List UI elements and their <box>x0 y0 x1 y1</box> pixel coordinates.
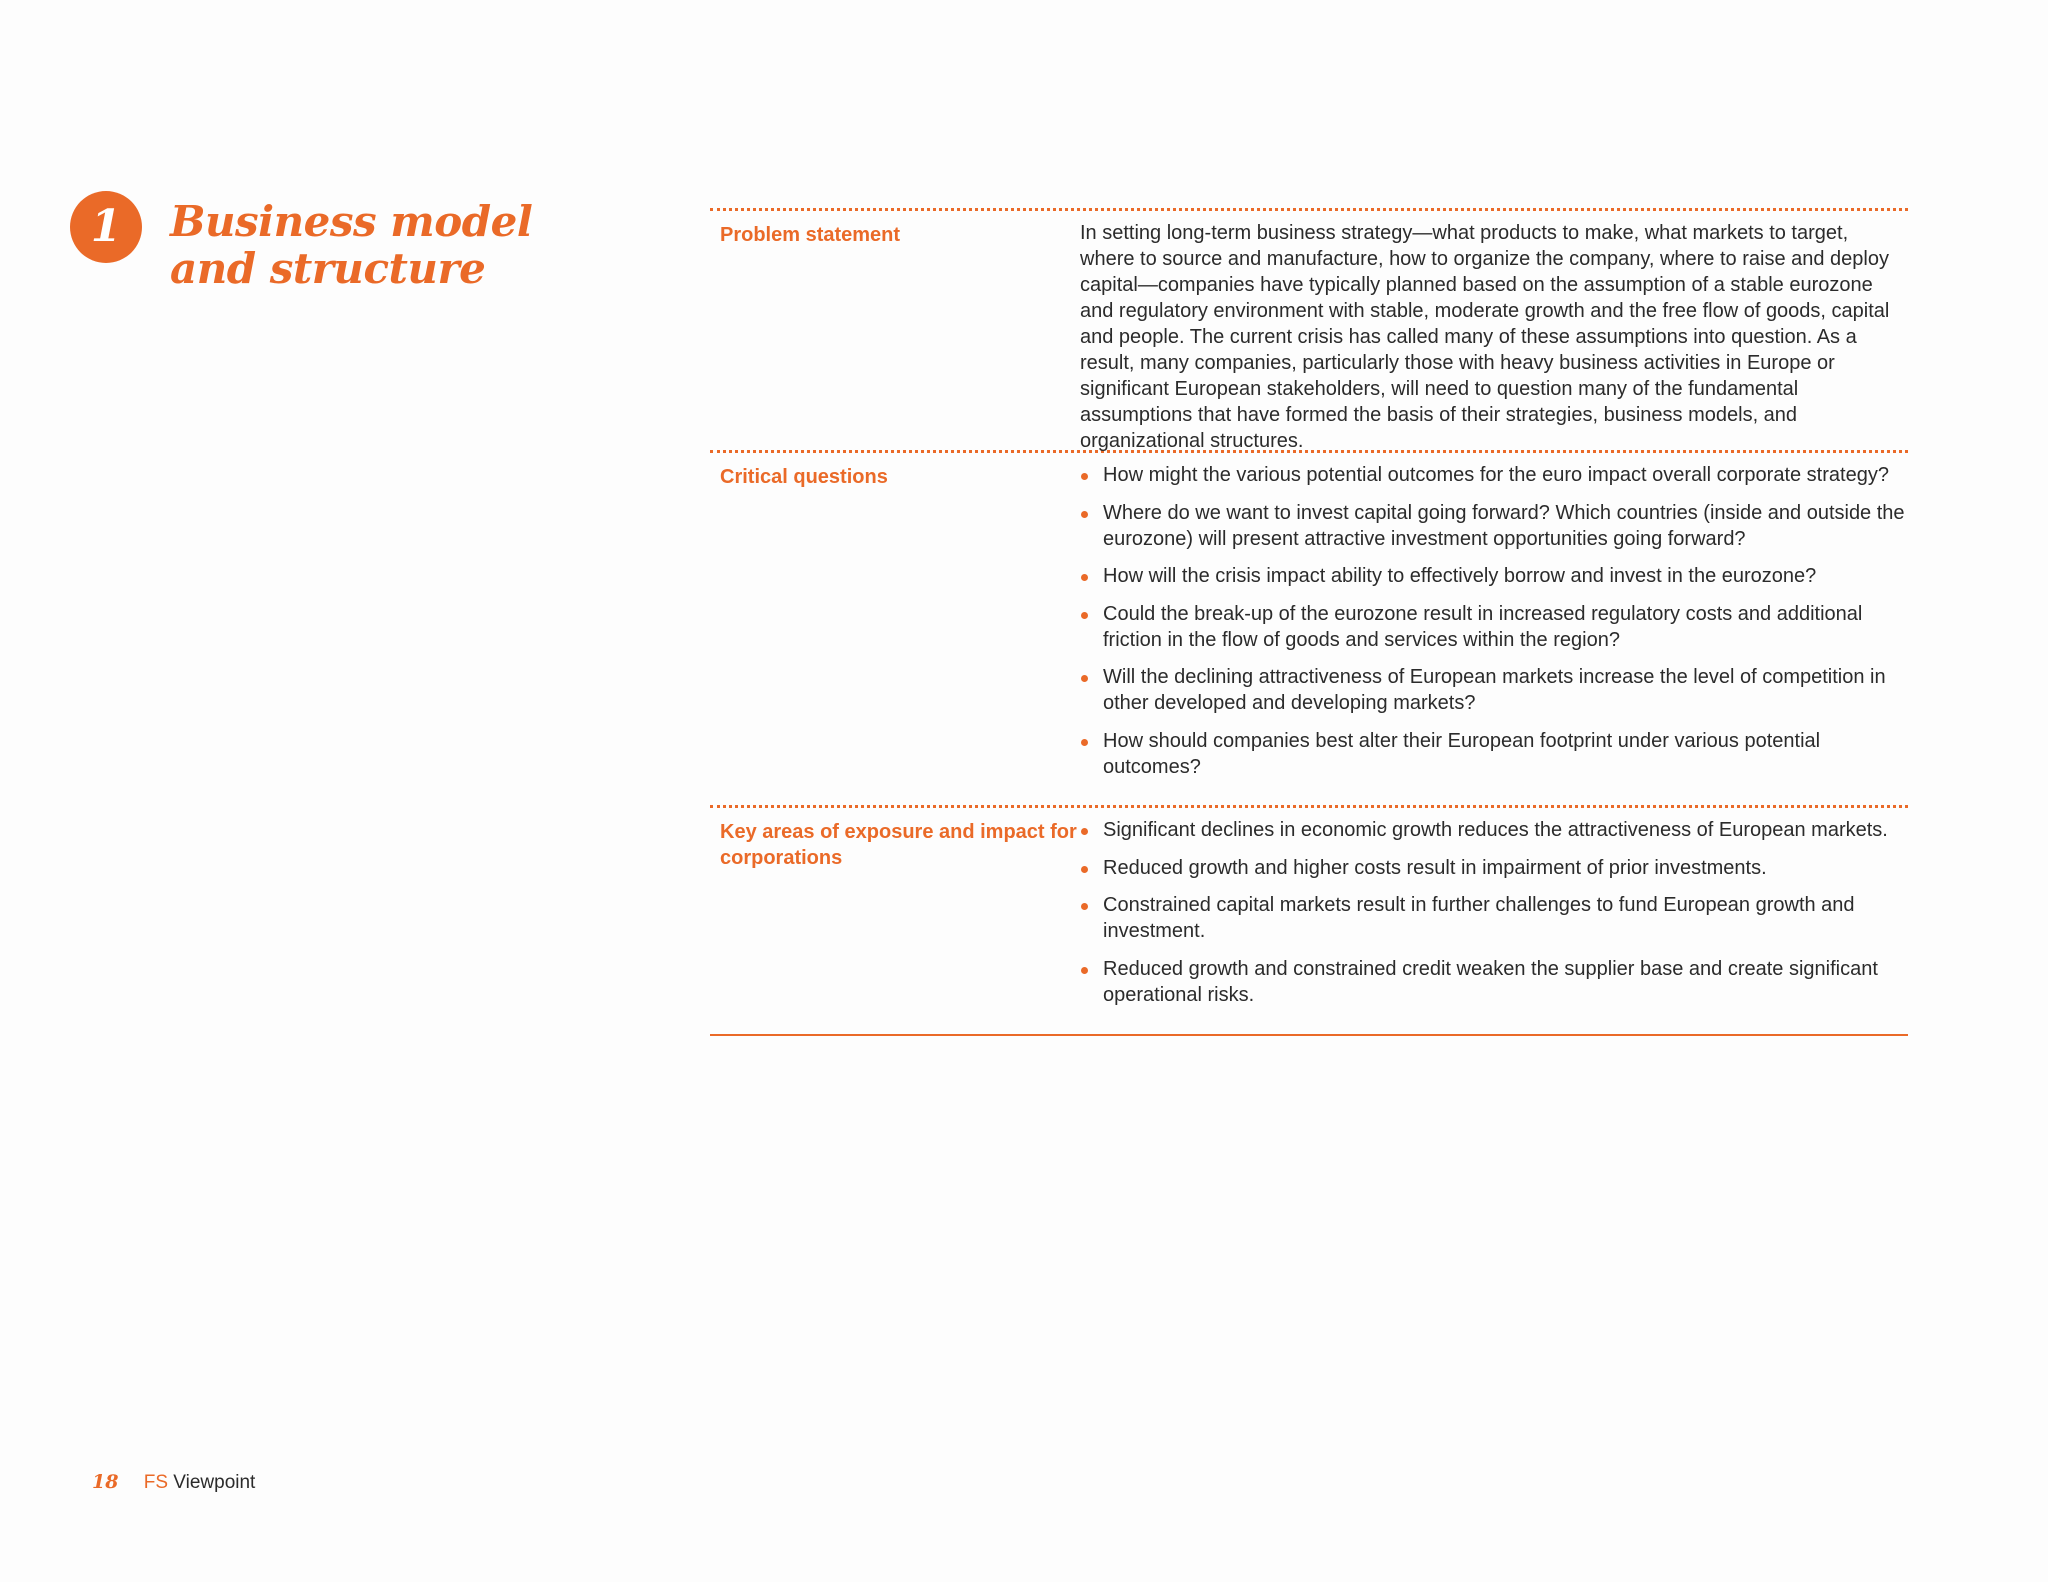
list-item <box>1080 956 1908 1008</box>
critical-questions-list <box>1080 453 1908 805</box>
bullet-dot-icon <box>1081 739 1088 746</box>
key-areas-list <box>1080 808 1908 1034</box>
critical-questions-row <box>710 450 1908 805</box>
row-label: Key areas of exposure and impact for corporations <box>720 821 1077 869</box>
publication-prefix: FS <box>143 1472 169 1493</box>
publication-name: Viewpoint <box>173 1472 256 1493</box>
bullet-dot-icon <box>1081 967 1088 974</box>
list-item-text: How might the various potential outcomes for the euro impact overall corporate strategy? <box>1103 464 1889 486</box>
row-label: Problem statement <box>720 224 901 246</box>
section-title-line-1: Business model <box>170 197 533 246</box>
bullet-dot-icon <box>1081 612 1088 619</box>
list-item <box>1080 601 1908 653</box>
list-item-text: How will the crisis impact ability to effectively borrow and invest in the eurozone? <box>1103 565 1817 587</box>
content-table <box>710 208 1908 1036</box>
list-item-text: Could the break-up of the eurozone result in increased regulatory costs and additional friction in the flow of goods and services within the region? <box>1103 602 1863 651</box>
bullet-dot-icon <box>1081 828 1088 835</box>
page-footer <box>92 1470 255 1495</box>
list-item-text: Will the declining attractiveness of European markets increase the level of competition in other developed and developing markets? <box>1103 666 1886 714</box>
list-item <box>1080 892 1908 944</box>
list-item-text: Significant declines in economic growth reduces the attractiveness of European markets. <box>1103 819 1888 841</box>
paragraph: In setting long-term business strategy—what products to make, what markets to target, where to source and manufacture, how to organize the company, where to raise and deploy capital—companies have typically planned based on the assumption of a stable eurozone and regulatory environment with stable, moderate growth and the free flow of goods, capital and people. The current crisis has called many of these assumptions into question. As a result, many companies, particularly those with heavy business activities in Europe or significant European stakeholders, will need to question many of the fundamental assumptions that have formed the basis of their strategies, business models, and organizational structures. <box>1080 222 1890 452</box>
list-item-text: Where do we want to invest capital going forward? Which countries (inside and outside the eurozone) will present attractive investment opportunities going forward? <box>1103 501 1905 550</box>
bullet-dot-icon <box>1081 866 1088 873</box>
bullet-dot-icon <box>1081 511 1088 518</box>
section-title <box>170 198 590 292</box>
list-item-text: Reduced growth and higher costs result in impairment of prior investments. <box>1103 856 1767 879</box>
list-item <box>1080 855 1908 881</box>
key-areas-row <box>710 805 1908 1036</box>
bullet-dot-icon <box>1081 903 1088 910</box>
list-item <box>1080 563 1908 589</box>
list-item <box>1080 664 1908 716</box>
section-title-line-2: and structure <box>170 244 486 293</box>
list-item <box>1080 500 1908 552</box>
list-item <box>1080 728 1908 780</box>
bullet-dot-icon <box>1081 675 1088 682</box>
problem-statement-row <box>710 208 1908 450</box>
bullet-dot-icon <box>1081 574 1088 581</box>
section-number-badge: 1 <box>70 191 142 263</box>
problem-statement-text <box>1080 211 1908 450</box>
bullet-dot-icon <box>1081 473 1088 480</box>
list-item <box>1080 462 1908 488</box>
row-label: Critical questions <box>720 466 888 488</box>
list-item <box>1080 817 1908 843</box>
list-item-text: Reduced growth and constrained credit weaken the supplier base and create significant operational risks. <box>1103 957 1878 1006</box>
page-number: 18 <box>92 1471 119 1493</box>
list-item-text: How should companies best alter their European footprint under various potential outcomes? <box>1103 729 1821 778</box>
list-item-text: Constrained capital markets result in further challenges to fund European growth and investment. <box>1103 894 1855 942</box>
